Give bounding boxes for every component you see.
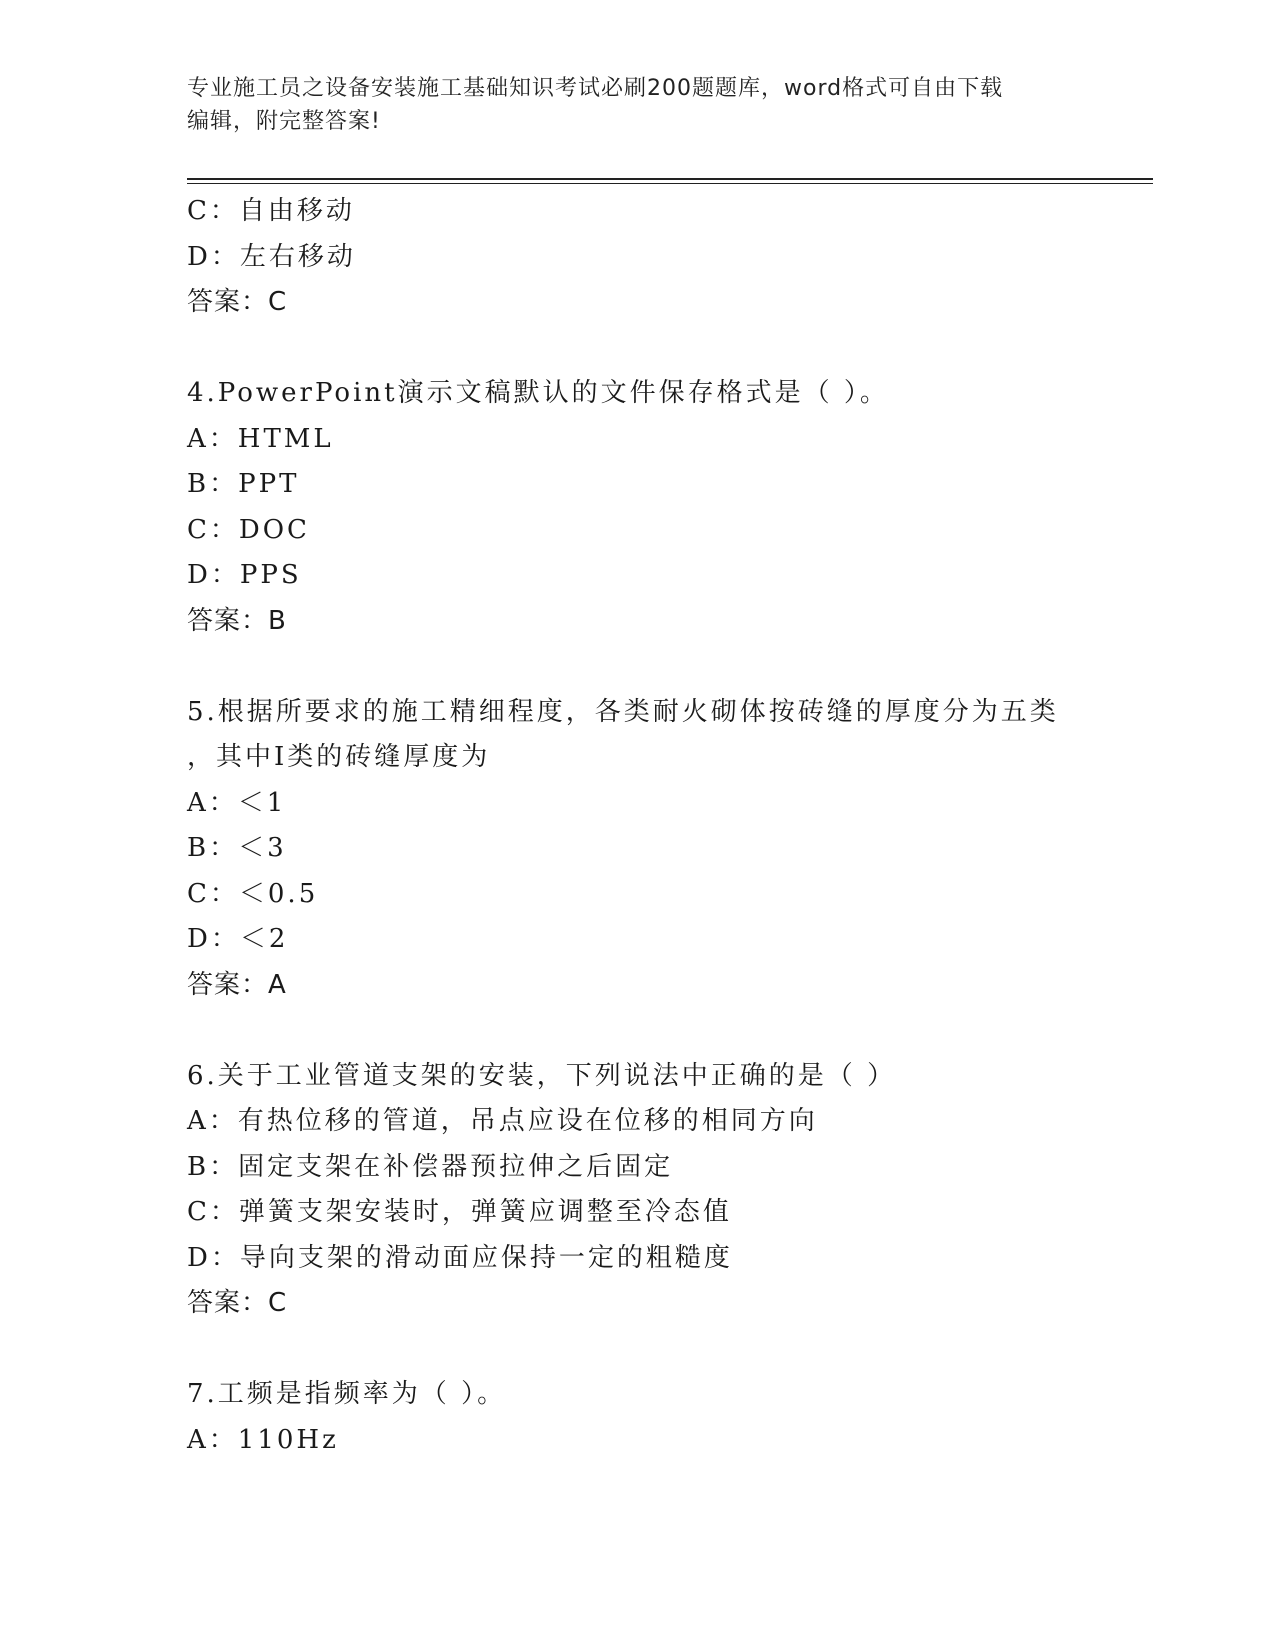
header-line-1: 专业施工员之设备安装施工基础知识考试必刷200题题库，word格式可自由下载 [187, 76, 1004, 101]
question-7 [187, 1372, 1087, 1463]
option-b: B：＜3 [187, 833, 287, 863]
question-list [187, 189, 1087, 1463]
option-b: B：PPT [187, 469, 300, 499]
option-c: C：DOC [187, 514, 310, 545]
option-c: C：自由移动 [187, 196, 355, 226]
option-a: A：110Hz [187, 1424, 339, 1455]
option-d: D：PPS [187, 560, 302, 590]
option-a: A：＜1 [187, 787, 287, 818]
answer: 答案：B [187, 605, 287, 636]
option-b: B：固定支架在补偿器预拉伸之后固定 [187, 1151, 674, 1182]
question-6 [187, 1054, 1087, 1327]
spacer [187, 1008, 1087, 1054]
question-4 [187, 371, 1087, 644]
option-d: D：左右移动 [187, 241, 356, 272]
question-text-line-2: ，其中Ⅰ类的砖缝厚度为 [187, 742, 491, 772]
document-header [187, 72, 1067, 138]
question-text-line-1: 5.根据所要求的施工精细程度，各类耐火砌体按砖缝的厚度分为五类 [187, 696, 1059, 727]
header-divider-thin [187, 183, 1153, 184]
question-text: 4.PowerPoint演示文稿默认的文件保存格式是（ ）。 [187, 378, 889, 408]
header-divider-thick [187, 178, 1153, 180]
option-c: C：＜0.5 [187, 878, 319, 909]
spacer [187, 326, 1087, 372]
spacer [187, 644, 1087, 690]
header-line-2: 编辑，附完整答案! [187, 109, 381, 134]
spacer [187, 1327, 1087, 1373]
question-5 [187, 690, 1087, 1009]
question-3-tail [187, 189, 1087, 326]
option-d: D：＜2 [187, 924, 289, 954]
option-a: A：HTML [187, 423, 334, 454]
question-text: 7.工频是指频率为（ ）。 [187, 1379, 507, 1409]
answer: 答案：C [187, 287, 288, 317]
question-text: 6.关于工业管道支架的安装，下列说法中正确的是（ ） [187, 1060, 897, 1091]
answer: 答案：A [187, 969, 287, 1000]
option-a: A：有热位移的管道，吊点应设在位移的相同方向 [187, 1106, 818, 1136]
answer: 答案：C [187, 1288, 288, 1318]
option-c: C：弹簧支架安装时，弹簧应调整至冷态值 [187, 1197, 732, 1227]
option-d: D：导向支架的滑动面应保持一定的粗糙度 [187, 1242, 733, 1273]
